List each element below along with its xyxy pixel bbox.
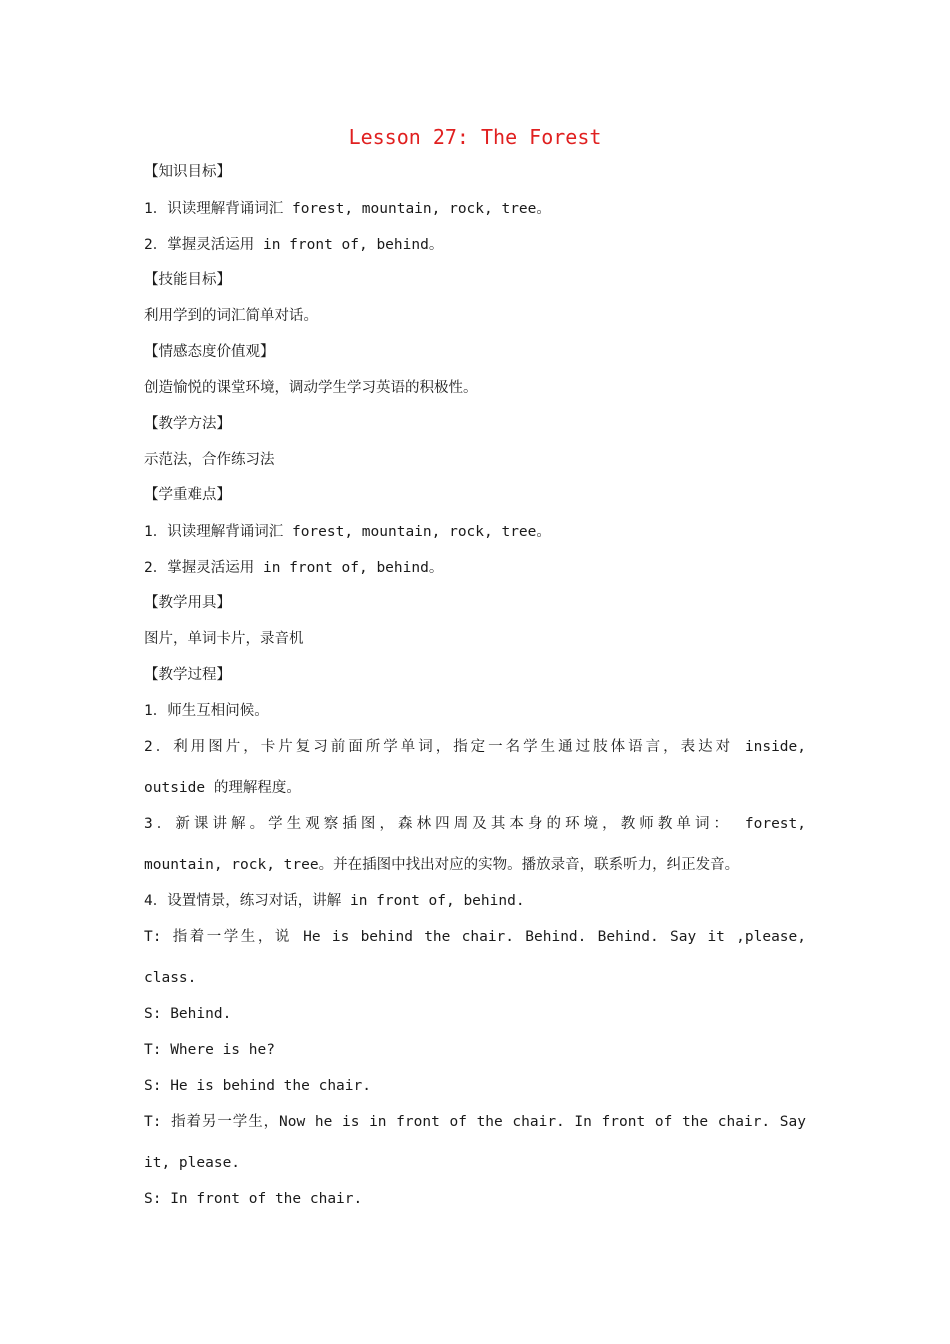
key-point-1: 1．识读理解背诵词汇 forest, mountain, rock, tree。	[144, 524, 551, 540]
attitude-values-text: 创造愉悦的课堂环境，调动学生学习英语的积极性。	[144, 380, 478, 396]
section-heading-teaching-aids: 【教学用具】	[144, 595, 231, 611]
process-step-3-line-2: mountain, rock, tree。并在插图中找出对应的实物。播放录音，联系听力，纠正发音。	[144, 857, 740, 873]
process-step-2-line-1: 2．利用图片，卡片复习前面所学单词，指定一名学生通过肢体语言，表达对 inside,	[144, 739, 806, 755]
section-heading-attitude-values: 【情感态度价值观】	[144, 344, 275, 360]
dialogue-teacher-1-line-2: class.	[144, 970, 197, 986]
teaching-aids-text: 图片，单词卡片，录音机	[144, 631, 304, 647]
dialogue-student-1: S: Behind.	[144, 1006, 232, 1022]
dialogue-teacher-3-line-1: T: 指着另一学生，Now he is in front of the chair. In front of the chair. Say	[144, 1114, 806, 1130]
section-heading-teaching-process: 【教学过程】	[144, 667, 231, 683]
section-heading-teaching-methods: 【教学方法】	[144, 416, 231, 432]
dialogue-teacher-3-line-2: it, please.	[144, 1155, 241, 1171]
knowledge-goal-1: 1．识读理解背诵词汇 forest, mountain, rock, tree。	[144, 201, 551, 217]
key-point-2: 2．掌握灵活运用 in front of, behind。	[144, 560, 444, 576]
section-heading-knowledge-goals: 【知识目标】	[144, 164, 231, 180]
teaching-methods-text: 示范法，合作练习法	[144, 452, 275, 468]
knowledge-goal-2: 2．掌握灵活运用 in front of, behind。	[144, 237, 444, 253]
process-step-3-line-1: 3．新课讲解。学生观察插图，森林四周及其本身的环境，教师教单词： forest,	[144, 816, 806, 832]
section-heading-key-points: 【学重难点】	[144, 487, 231, 503]
process-step-4: 4．设置情景，练习对话，讲解 in front of, behind.	[144, 893, 525, 909]
dialogue-student-3: S: In front of the chair.	[144, 1191, 363, 1207]
process-step-1: 1．师生互相问候。	[144, 703, 269, 719]
lesson-title: Lesson 27: The Forest	[348, 125, 602, 149]
dialogue-student-2: S: He is behind the chair.	[144, 1078, 371, 1094]
skill-goal-text: 利用学到的词汇简单对话。	[144, 308, 318, 324]
section-heading-skill-goals: 【技能目标】	[144, 272, 231, 288]
dialogue-teacher-1-line-1: T: 指着一学生，说 He is behind the chair. Behind. Behind. Say it ,please,	[144, 929, 806, 945]
dialogue-teacher-2: T: Where is he?	[144, 1042, 275, 1058]
process-step-2-line-2: outside 的理解程度。	[144, 780, 301, 796]
